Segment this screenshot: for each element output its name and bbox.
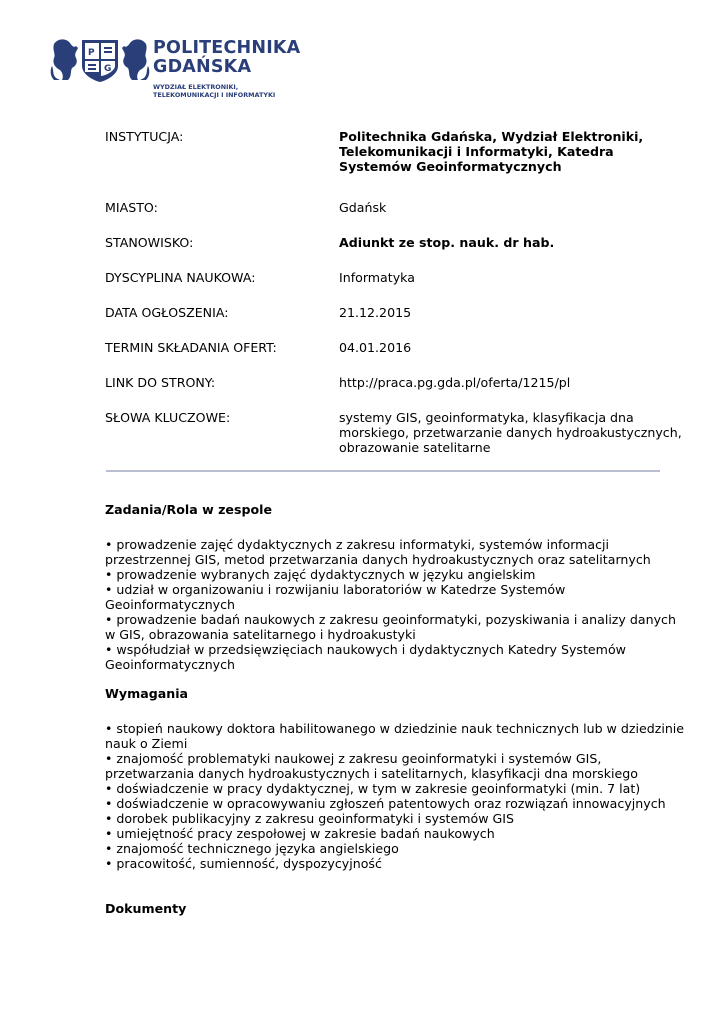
tasks-list [105, 537, 690, 672]
logo-subtitle-line1: WYDZIAŁ ELEKTRONIKI, [153, 83, 239, 91]
list-item: • umiejętność pracy zespołowej w zakresie badań naukowych [105, 826, 495, 841]
svg-text:G: G [104, 64, 112, 74]
info-value: 04.01.2016 [339, 340, 412, 355]
list-item: • stopień naukowy doktora habilitowanego w dziedzinie nauk technicznych lub w dziedzinie nauk o Ziemi [105, 721, 685, 751]
info-label: DYSCYPLINA NAUKOWA: [105, 270, 256, 285]
info-row-city [105, 200, 685, 235]
tasks-section [105, 502, 690, 672]
list-item: • prowadzenie badań naukowych z zakresu geoinformatyki, pozyskiwania i analizy danych w GIS, obrazowania satelitarnego i hydroakustyki [105, 612, 676, 642]
university-logo [50, 36, 301, 100]
info-label: STANOWISKO: [105, 235, 194, 250]
requirements-list [105, 721, 690, 871]
info-row-link [105, 375, 685, 410]
info-row-institution [105, 129, 685, 200]
info-value: systemy GIS, geoinformatyka, klasyfikacja dna morskiego, przetwarzanie danych hydroakustycznych, obrazowanie satelitarne [339, 410, 682, 455]
list-item: • doświadczenie w opracowywaniu zgłoszeń patentowych oraz rozwiązań innowacyjnych [105, 796, 666, 811]
documents-heading: Dokumenty [105, 901, 187, 916]
list-item: • współudział w przedsięwzięciach naukowych i dydaktycznych Katedry Systemów Geoinformatycznych [105, 642, 626, 672]
tasks-heading: Zadania/Rola w zespole [105, 502, 272, 517]
logo-subtitle-line2: TELEKOMUNIKACJI I INFORMATYKI [153, 91, 276, 99]
info-value: 21.12.2015 [339, 305, 412, 320]
info-label: INSTYTUCJA: [105, 129, 184, 144]
requirements-section [105, 686, 690, 871]
logo-title-line2: GDAŃSKA [153, 57, 252, 77]
list-item: • doświadczenie w pracy dydaktycznej, w tym w zakresie geoinformatyki (min. 7 lat) [105, 781, 641, 796]
info-value: Adiunkt ze stop. nauk. dr hab. [339, 235, 555, 250]
info-label: TERMIN SKŁADANIA OFERT: [105, 340, 277, 355]
info-value: Informatyka [339, 270, 415, 285]
list-item: • dorobek publikacyjny z zakresu geoinformatyki i systemów GIS [105, 811, 514, 826]
list-item: • znajomość technicznego języka angielskiego [105, 841, 399, 856]
list-item: • znajomość problematyki naukowej z zakresu geoinformatyki i systemów GIS, przetwarzania danych hydroakustycznych i satelitarnych, klasyfikacji dna morskiego [105, 751, 638, 781]
requirements-heading: Wymagania [105, 686, 189, 701]
logo-title-line1: POLITECHNIKA [153, 38, 301, 58]
info-row-discipline [105, 270, 685, 305]
list-item: • pracowitość, sumienność, dyspozycyjność [105, 856, 382, 871]
info-row-deadline [105, 340, 685, 375]
info-label: LINK DO STRONY: [105, 375, 216, 390]
documents-section [105, 901, 690, 916]
university-crest-icon [50, 36, 150, 84]
info-row-keywords [105, 410, 685, 460]
section-divider [106, 470, 660, 472]
svg-text:P: P [88, 48, 95, 58]
info-label: SŁOWA KLUCZOWE: [105, 410, 231, 425]
info-value: Gdańsk [339, 200, 387, 215]
list-item: • prowadzenie zajęć dydaktycznych z zakresu informatyki, systemów informacji przestrzennej GIS, metod przetwarzania danych hydroakustycznych oraz satelitarnych [105, 537, 651, 567]
job-info-table [105, 129, 685, 460]
list-item: • prowadzenie wybranych zajęć dydaktycznych w języku angielskim [105, 567, 536, 582]
info-row-announcement-date [105, 305, 685, 340]
list-item: • udział w organizowaniu i rozwijaniu laboratoriów w Katedrze Systemów Geoinformatycznych [105, 582, 566, 612]
info-value: Politechnika Gdańska, Wydział Elektroniki, Telekomunikacji i Informatyki, Katedra Systemów Geoinformatycznych [339, 129, 644, 174]
info-row-position [105, 235, 685, 270]
info-label: MIASTO: [105, 200, 158, 215]
info-label: DATA OGŁOSZENIA: [105, 305, 229, 320]
offer-link[interactable]: http://praca.pg.gda.pl/oferta/1215/pl [339, 375, 571, 390]
